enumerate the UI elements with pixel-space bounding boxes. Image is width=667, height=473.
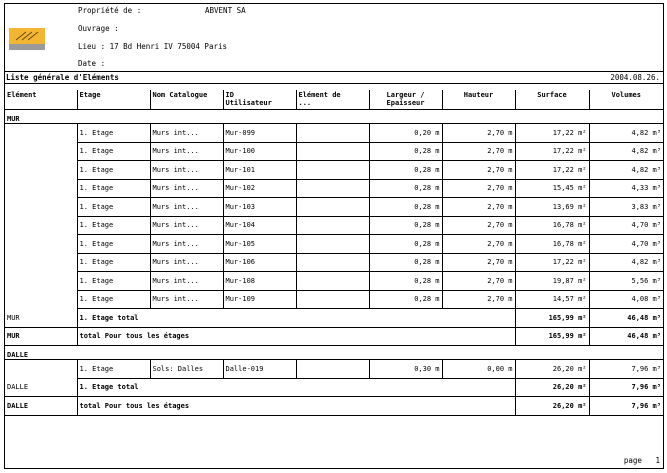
element-group-cell [5,253,77,272]
table-row [5,235,663,254]
section-label: MUR [5,110,663,124]
total-surface-cell: 26,20 m² [515,378,589,397]
etage-cell: 1. Etage [77,272,150,291]
ouvrage-label: Ouvrage : [78,24,119,33]
largeur-cell: 0,28 m [369,235,442,254]
hauteur-cell: 2,70 m [442,216,515,235]
volume-cell: 4,70 m³ [589,216,663,235]
volume-cell: 4,82 m³ [589,124,663,143]
etage-total-row [5,378,663,397]
section-header-mur [5,110,663,124]
table-row [5,216,663,235]
element-de-cell [296,216,369,235]
nom-catalogue-cell: Murs int... [150,142,223,161]
largeur-cell: 0,28 m [369,142,442,161]
total-surface-cell: 165,99 m² [515,309,589,328]
hauteur-cell: 2,70 m [442,124,515,143]
total-label-cell: total Pour tous les étages [77,327,515,346]
id-utilisateur-cell: Mur-099 [223,124,296,143]
volume-cell: 4,82 m³ [589,253,663,272]
id-utilisateur-cell: Mur-103 [223,198,296,217]
volume-cell: 4,08 m³ [589,290,663,309]
largeur-cell: 0,28 m [369,290,442,309]
etage-cell: 1. Etage [77,124,150,143]
element-de-cell [296,179,369,198]
nom-catalogue-cell: Murs int... [150,124,223,143]
table-row [5,161,663,180]
hauteur-cell: 2,70 m [442,142,515,161]
element-group-cell [5,198,77,217]
col-largeur-line2: Epaisseur [386,99,425,107]
date-label: Date : [78,59,106,68]
total-surface-cell: 26,20 m² [515,397,589,416]
element-group-cell [5,272,77,291]
total-surface-cell: 165,99 m² [515,327,589,346]
page-footer [624,456,660,465]
element-group-cell [5,161,77,180]
table-row [5,142,663,161]
hauteur-cell: 2,70 m [442,253,515,272]
total-element-cell: MUR [5,309,77,328]
surface-cell: 17,22 m² [515,161,589,180]
col-element-de [296,90,369,110]
id-utilisateur-cell: Mur-100 [223,142,296,161]
col-hauteur: Hauteur [442,90,515,110]
total-element-cell: MUR [5,327,77,346]
element-group-cell [5,216,77,235]
col-id-utilisateur [223,90,296,110]
surface-cell: 26,20 m² [515,360,589,379]
grand-total-row [5,397,663,416]
largeur-cell: 0,28 m [369,272,442,291]
section-label: DALLE [5,346,663,360]
total-volume-cell: 46,48 m³ [589,327,663,346]
total-volume-cell: 46,48 m³ [589,309,663,328]
report-date: 2004.08.26. [610,73,660,82]
etage-cell: 1. Etage [77,142,150,161]
col-nom-catalogue: Nom Catalogue [150,90,223,110]
etage-cell: 1. Etage [77,235,150,254]
surface-cell: 16,78 m² [515,216,589,235]
etage-cell: 1. Etage [77,290,150,309]
table-row [5,179,663,198]
largeur-cell: 0,28 m [369,198,442,217]
elements-table [5,90,663,416]
abvent-logo [8,20,46,52]
volume-cell: 7,96 m³ [589,360,663,379]
element-group-cell [5,124,77,143]
element-group-cell [5,235,77,254]
id-utilisateur-cell: Mur-104 [223,216,296,235]
table-row [5,198,663,217]
element-de-cell [296,290,369,309]
nom-catalogue-cell: Murs int... [150,216,223,235]
lieu-line: Lieu : 17 Bd Henri IV 75004 Paris [78,42,228,51]
total-label-cell: 1. Etage total [77,378,515,397]
element-de-cell [296,124,369,143]
element-de-cell [296,272,369,291]
report-title: Liste générale d'Eléments [6,73,119,82]
surface-cell: 13,69 m² [515,198,589,217]
nom-catalogue-cell: Murs int... [150,161,223,180]
hauteur-cell: 2,70 m [442,198,515,217]
surface-cell: 14,57 m² [515,290,589,309]
element-group-cell [5,290,77,309]
element-de-cell [296,235,369,254]
element-de-cell [296,142,369,161]
element-de-cell [296,253,369,272]
element-de-cell [296,198,369,217]
nom-catalogue-cell: Murs int... [150,198,223,217]
largeur-cell: 0,28 m [369,179,442,198]
volume-cell: 3,83 m³ [589,198,663,217]
etage-cell: 1. Etage [77,161,150,180]
largeur-cell: 0,28 m [369,253,442,272]
table-header-row [5,90,663,110]
col-id-line1: ID [225,91,234,99]
total-volume-cell: 7,96 m³ [589,397,663,416]
surface-cell: 19,87 m² [515,272,589,291]
surface-cell: 16,78 m² [515,235,589,254]
etage-cell: 1. Etage [77,253,150,272]
surface-cell: 17,22 m² [515,124,589,143]
hauteur-cell: 2,70 m [442,179,515,198]
hauteur-cell: 2,70 m [442,235,515,254]
nom-catalogue-cell: Murs int... [150,272,223,291]
col-largeur [369,90,442,110]
surface-cell: 17,22 m² [515,142,589,161]
largeur-cell: 0,20 m [369,124,442,143]
table-row [5,124,663,143]
total-element-cell: DALLE [5,397,77,416]
id-utilisateur-cell: Dalle-019 [223,360,296,379]
divider [5,71,663,72]
element-de-cell [296,360,369,379]
table-row [5,360,663,379]
col-surface: Surface [515,90,589,110]
largeur-cell: 0,28 m [369,216,442,235]
hauteur-cell: 2,70 m [442,290,515,309]
id-utilisateur-cell: Mur-105 [223,235,296,254]
total-label-cell: 1. Etage total [77,309,515,328]
volume-cell: 4,70 m³ [589,235,663,254]
total-element-cell: DALLE [5,378,77,397]
volume-cell: 4,82 m³ [589,142,663,161]
etage-total-row [5,309,663,328]
divider [5,83,663,84]
col-element: Elément [5,90,77,110]
volume-cell: 4,82 m³ [589,161,663,180]
col-element-de-line1: Elément de [298,91,341,99]
hauteur-cell: 2,70 m [442,272,515,291]
hauteur-cell: 0,00 m [442,360,515,379]
company-name: ABVENT SA [205,6,246,15]
section-header-dalle [5,346,663,360]
hauteur-cell: 2,70 m [442,161,515,180]
id-utilisateur-cell: Mur-106 [223,253,296,272]
page-label: page [623,456,642,465]
nom-catalogue-cell: Murs int... [150,235,223,254]
surface-cell: 17,22 m² [515,253,589,272]
nom-catalogue-cell: Murs int... [150,253,223,272]
total-volume-cell: 7,96 m³ [589,378,663,397]
id-utilisateur-cell: Mur-108 [223,272,296,291]
etage-cell: 1. Etage [77,216,150,235]
col-element-de-line2: ... [298,99,312,107]
nom-catalogue-cell: Murs int... [150,290,223,309]
id-utilisateur-cell: Mur-102 [223,179,296,198]
element-de-cell [296,161,369,180]
volume-cell: 4,33 m³ [589,179,663,198]
proprietaire-label: Propriété de : [78,6,142,15]
table-row [5,290,663,309]
etage-cell: 1. Etage [77,198,150,217]
col-largeur-line1: Largeur / [386,91,425,99]
id-utilisateur-cell: Mur-101 [223,161,296,180]
element-group-cell [5,360,77,379]
element-group-cell [5,142,77,161]
col-id-line2: Utilisateur [225,99,272,107]
col-etage: Etage [77,90,150,110]
col-volumes: Volumes [589,90,663,110]
largeur-cell: 0,30 m [369,360,442,379]
table-row [5,272,663,291]
nom-catalogue-cell: Sols: Dalles [150,360,223,379]
total-label-cell: total Pour tous les étages [77,397,515,416]
surface-cell: 15,45 m² [515,179,589,198]
volume-cell: 5,56 m³ [589,272,663,291]
table-row [5,253,663,272]
etage-cell: 1. Etage [77,360,150,379]
largeur-cell: 0,28 m [369,161,442,180]
nom-catalogue-cell: Murs int... [150,179,223,198]
etage-cell: 1. Etage [77,179,150,198]
table-body [5,110,663,416]
report-page [4,3,664,469]
id-utilisateur-cell: Mur-109 [223,290,296,309]
page-number: 1 [655,456,660,465]
grand-total-row [5,327,663,346]
element-group-cell [5,179,77,198]
